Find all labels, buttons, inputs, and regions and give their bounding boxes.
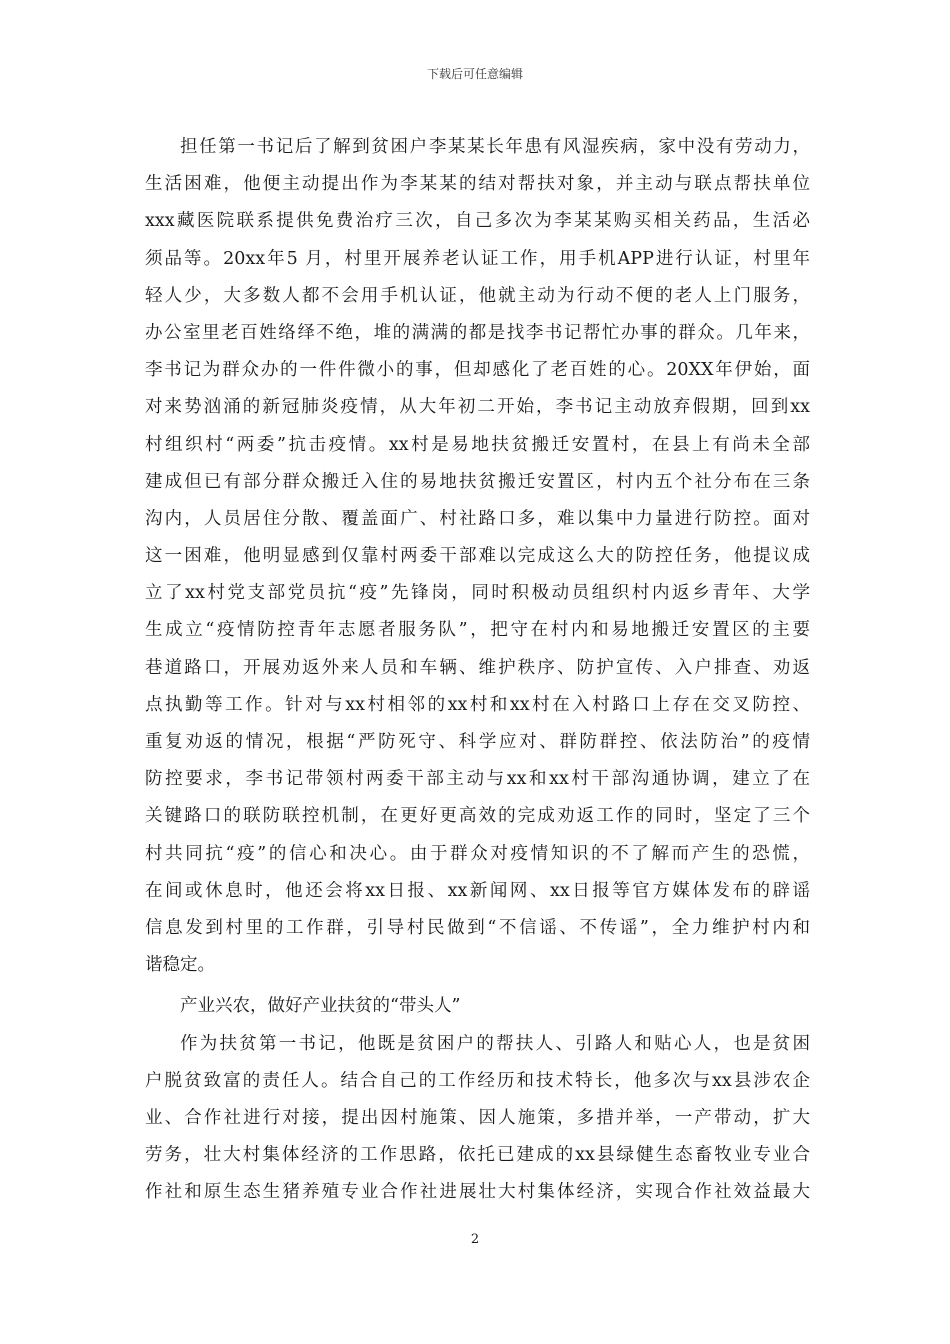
text-line: 生活困难，他便主动提出作为李某某的结对帮扶对象，并主动与联点帮扶单位 xyxy=(145,174,810,195)
page-number: 2 xyxy=(470,1232,480,1247)
text-line: 对来势汹涌的新冠肺炎疫情，从大年初二开始，李书记主动放弃假期，回到xx xyxy=(145,397,810,418)
text-line: 村组织村“两委”抗击疫情。xx村是易地扶贫搬迁安置村，在县上有尚未全部 xyxy=(145,434,810,455)
text-line: 村共同抗“疫”的信心和决心。由于群众对疫情知识的不了解而产生的恐慌， xyxy=(145,843,810,864)
text-line: 业、合作社进行对接，提出因村施策、因人施策，多措并举，一产带动，扩大 xyxy=(145,1107,810,1128)
text-line: xxx藏医院联系提供免费治疗三次，自己多次为李某某购买相关药品，生活必 xyxy=(145,211,810,232)
document-body xyxy=(145,129,810,1211)
text-line: 担任第一书记后了解到贫困户李某某长年患有风湿疾病，家中没有劳动力， xyxy=(180,137,810,157)
section-heading: 产业兴农，做好产业扶贫的“带头人” xyxy=(180,996,461,1017)
text-line: 在间或休息时，他还会将xx日报、xx新闻网、xx日报等官方媒体发布的辟谣 xyxy=(145,880,810,901)
text-line: 巷道路口，开展劝返外来人员和车辆、维护秩序、防护宣传、入户排查、劝返 xyxy=(145,657,810,678)
text-line: 立了xx村党支部党员抗“疫”先锋岗，同时积极动员组织村内返乡青年、大学 xyxy=(145,583,810,604)
text-line: 这一困难，他明显感到仅靠村两委干部难以完成这么大的防控任务，他提议成 xyxy=(145,546,810,567)
text-line: 防控要求，李书记带领村两委干部主动与xx和xx村干部沟通协调，建立了在 xyxy=(145,769,810,790)
text-line: 生成立“疫情防控青年志愿者服务队”，把守在村内和易地搬迁安置区的主要 xyxy=(145,620,810,641)
text-line: 信息发到村里的工作群，引导村民做到“不信谣、不传谣”，全力维护村内和 xyxy=(145,917,810,938)
text-line: 作社和原生态生猪养殖专业合作社进展壮大村集体经济，实现合作社效益最大 xyxy=(145,1182,810,1203)
page-header: 下载后可任意编辑 xyxy=(426,67,523,81)
text-line: 户脱贫致富的责任人。结合自己的工作经历和技术特长，他多次与xx县涉农企 xyxy=(145,1070,810,1091)
text-line: 李书记为群众办的一件件微小的事，但却感化了老百姓的心。20XX年伊始，面 xyxy=(145,360,810,381)
text-line: 须品等。20xx年5 月，村里开展养老认证工作，用手机APP进行认证，村里年 xyxy=(145,248,810,269)
text-line: 谐稳定。 xyxy=(145,955,215,976)
text-line: 沟内，人员居住分散、覆盖面广、村社路口多，难以集中力量进行防控。面对 xyxy=(145,508,810,529)
text-line: 建成但已有部分群众搬迁入住的易地扶贫搬迁安置区，村内五个社分布在三条 xyxy=(145,471,810,492)
text-line: 关键路口的联防联控机制，在更好更高效的完成劝返工作的同时，坚定了三个 xyxy=(145,806,810,827)
text-line: 作为扶贫第一书记，他既是贫困户的帮扶人、引路人和贴心人，也是贫困 xyxy=(180,1033,810,1054)
text-line: 轻人少，大多数人都不会用手机认证，他就主动为行动不便的老人上门服务， xyxy=(145,285,810,306)
text-line: 重复劝返的情况，根据“严防死守、科学应对、群防群控、依法防治”的疫情 xyxy=(145,732,810,752)
text-line: 劳务，壮大村集体经济的工作思路，依托已建成的xx县绿健生态畜牧业专业合 xyxy=(145,1145,810,1166)
text-line: 点执勤等工作。针对与xx村相邻的xx村和xx村在入村路口上存在交叉防控、 xyxy=(145,694,810,715)
text-line: 办公室里老百姓络绎不绝，堆的满满的都是找李书记帮忙办事的群众。几年来， xyxy=(145,322,810,343)
